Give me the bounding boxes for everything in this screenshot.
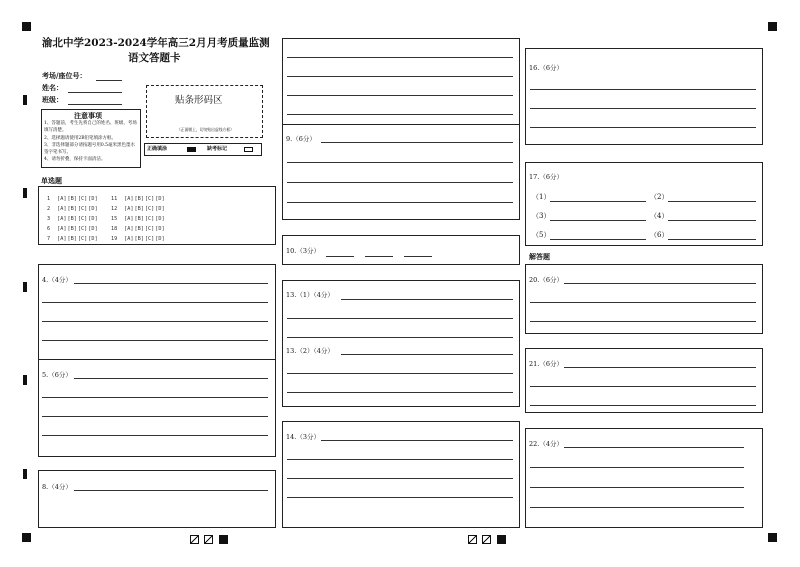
notice-title: 注意事项 (74, 111, 102, 120)
answer-box-q10 (282, 235, 520, 265)
option-c[interactable]: [C] (77, 236, 88, 243)
timing-mark (23, 469, 27, 479)
answer-box-q17 (525, 162, 763, 246)
option-d[interactable]: [D] (88, 196, 98, 202)
option-b[interactable]: [B] (67, 216, 77, 223)
blank-1[interactable] (326, 256, 354, 257)
answer-line[interactable] (287, 478, 513, 479)
answer-box-q20 (525, 264, 763, 334)
essay-section-title: 解答题 (529, 252, 550, 261)
q17-part-label: （2） (650, 193, 669, 201)
notice-line: 4、请勿折叠，保持卡面清洁。 (44, 157, 106, 162)
q17-blank-5[interactable] (550, 239, 646, 240)
q17-blank-3[interactable] (550, 220, 646, 221)
answer-line[interactable] (287, 497, 513, 498)
page-check-mark (482, 535, 491, 544)
q17-blank-6[interactable] (668, 239, 756, 240)
answer-line[interactable] (287, 76, 513, 77)
class-label: 班级： (42, 95, 63, 104)
corner-mark-top-left (22, 22, 31, 31)
question-label-q21: 21.（6分） (529, 360, 563, 368)
q17-blank-1[interactable] (550, 201, 646, 202)
blank-3[interactable] (404, 256, 432, 257)
answer-line[interactable] (287, 114, 513, 115)
option-a[interactable]: [A] (124, 196, 134, 202)
answer-line[interactable] (287, 459, 513, 460)
q17-part-label: （6） (650, 231, 669, 239)
answer-line[interactable] (42, 397, 268, 398)
option-a[interactable]: [A] (124, 216, 134, 223)
mc-number: 2 (47, 206, 51, 213)
mc-box (38, 186, 276, 245)
section-divider (283, 124, 519, 125)
mc-row[interactable] (47, 234, 99, 244)
mc-number: 3 (47, 216, 51, 223)
name-label: 姓名： (42, 83, 63, 92)
question-label-q22: 22.（4分） (529, 440, 563, 448)
option-b[interactable]: [B] (67, 206, 77, 213)
page-check-mark (204, 535, 213, 544)
mc-section-title: 单选题 (41, 176, 62, 185)
exam-seat-field[interactable] (96, 80, 122, 81)
mc-row[interactable] (47, 214, 99, 224)
timing-mark (23, 282, 27, 292)
exam-seat-label: 考场/座位号： (42, 71, 87, 80)
option-b[interactable]: [B] (134, 196, 144, 202)
option-c[interactable]: [C] (144, 196, 155, 202)
page-check-mark (468, 535, 477, 544)
answer-line[interactable] (530, 302, 756, 303)
option-c[interactable]: [C] (77, 226, 88, 233)
answer-box-q8 (38, 470, 276, 528)
option-b[interactable]: [B] (134, 226, 144, 233)
option-d[interactable]: [D] (88, 206, 98, 213)
option-c[interactable]: [C] (144, 236, 155, 243)
answer-line[interactable] (287, 57, 513, 58)
answer-line[interactable] (530, 487, 744, 488)
option-b[interactable]: [B] (67, 196, 77, 202)
answer-line[interactable] (42, 435, 268, 436)
question-label-q16: 16.（6分） (529, 64, 563, 72)
mc-row[interactable] (47, 224, 99, 234)
answer-line[interactable] (530, 405, 756, 406)
q17-part-label: （1） (532, 193, 551, 201)
mc-row[interactable] (111, 204, 166, 214)
name-field[interactable] (68, 92, 122, 93)
answer-box-q16 (525, 48, 763, 145)
answer-line[interactable] (530, 108, 756, 109)
absent-mark-label: 缺考标记 (207, 146, 228, 152)
answer-line[interactable] (321, 142, 513, 143)
mc-row[interactable] (111, 194, 166, 204)
page-title: 渝北中学2023-2024学年高三2月月考质量监测 (42, 37, 270, 49)
mc-number: 19 (111, 236, 118, 243)
page-check-mark (190, 535, 199, 544)
barcode-title: 贴条形码区 (175, 95, 223, 106)
question-label-q10: 10.（3分） (286, 247, 320, 255)
q17-blank-4[interactable] (668, 220, 756, 221)
mc-number: 15 (111, 216, 118, 223)
corner-mark-bottom-left (22, 533, 31, 542)
answer-box-q21 (525, 348, 763, 413)
answer-line[interactable] (74, 283, 268, 284)
blank-2[interactable] (365, 256, 393, 257)
answer-line[interactable] (287, 337, 513, 338)
answer-line[interactable] (42, 302, 268, 303)
option-c[interactable]: [C] (144, 216, 155, 223)
option-d[interactable]: [D] (88, 226, 98, 233)
answer-line[interactable] (530, 321, 756, 322)
q17-blank-2[interactable] (668, 201, 756, 202)
mc-number: 7 (47, 236, 51, 243)
option-b[interactable]: [B] (134, 216, 144, 223)
corner-mark-bottom-right (768, 533, 777, 542)
option-c[interactable]: [C] (144, 226, 155, 233)
class-field[interactable] (68, 104, 122, 105)
fill-example-box (144, 143, 262, 156)
option-d[interactable]: [D] (155, 216, 165, 223)
mc-number: 18 (111, 226, 118, 233)
correct-fill-label: 正确填涂 (147, 146, 168, 152)
answer-box-q9 (282, 38, 520, 220)
notice-line: 2、选择题请使用2B铅笔填涂方框。 (44, 136, 117, 141)
mc-row[interactable] (47, 204, 99, 214)
question-label-q13-1: 13.（1）（4分） (286, 291, 334, 299)
answer-box-q5 (38, 359, 276, 457)
answer-line[interactable] (564, 367, 756, 368)
answer-line[interactable] (42, 340, 268, 341)
mc-column-2 (111, 194, 166, 244)
option-c[interactable]: [C] (144, 206, 155, 213)
timing-mark (23, 95, 27, 105)
answer-line[interactable] (287, 392, 513, 393)
option-a[interactable]: [A] (57, 216, 67, 223)
option-a[interactable]: [A] (124, 226, 134, 233)
answer-line[interactable] (530, 467, 744, 468)
option-b[interactable]: [B] (67, 226, 77, 233)
answer-line[interactable] (287, 318, 513, 319)
option-d[interactable]: [D] (88, 236, 98, 243)
question-label-q9: 9.（6分） (286, 135, 316, 143)
option-a[interactable]: [A] (57, 226, 67, 233)
answer-line[interactable] (287, 95, 513, 96)
answer-line[interactable] (287, 202, 513, 203)
barcode-area (146, 85, 263, 138)
option-b[interactable]: [B] (134, 236, 144, 243)
corner-mark-top-right (768, 22, 777, 31)
answer-line[interactable] (341, 299, 513, 300)
mc-row[interactable] (47, 194, 99, 204)
option-a[interactable]: [A] (57, 196, 67, 202)
option-c[interactable]: [C] (77, 206, 88, 213)
mc-row[interactable] (111, 234, 166, 244)
correct-fill-sample (187, 147, 196, 152)
page-subtitle: 语文答题卡 (128, 52, 181, 64)
answer-line[interactable] (530, 507, 744, 508)
question-label-q4: 4.（4分） (42, 276, 72, 284)
q17-part-label: （4） (650, 212, 669, 220)
timing-mark (23, 188, 27, 198)
answer-line[interactable] (530, 89, 756, 90)
page-mark (497, 535, 506, 544)
absent-mark-box[interactable] (244, 147, 253, 152)
answer-line[interactable] (287, 373, 513, 374)
option-b[interactable]: [B] (67, 236, 77, 243)
question-label-q17: 17.（6分） (529, 173, 563, 181)
answer-line[interactable] (74, 378, 268, 379)
answer-line[interactable] (564, 283, 756, 284)
q17-part-label: （5） (532, 231, 551, 239)
answer-line[interactable] (287, 162, 513, 163)
option-d[interactable]: [D] (88, 216, 98, 223)
answer-box-q22 (525, 428, 763, 528)
option-a[interactable]: [A] (124, 236, 134, 243)
answer-box-q14 (282, 421, 520, 528)
option-a[interactable]: [A] (124, 206, 134, 213)
mc-column-1 (47, 194, 99, 244)
option-d[interactable]: [D] (155, 196, 165, 202)
q17-part-label: （3） (532, 212, 551, 220)
question-label-q5: 5.（6分） (42, 371, 72, 379)
option-b[interactable]: [B] (134, 206, 144, 213)
answer-line[interactable] (530, 127, 756, 128)
answer-line[interactable] (74, 490, 268, 491)
page-mark (219, 535, 228, 544)
notice-line: 1、答题前，考生先将自己的姓名、班级、考场填写清楚。 (44, 121, 137, 133)
option-c[interactable]: [C] (77, 216, 88, 223)
answer-line[interactable] (42, 416, 268, 417)
mc-number: 12 (111, 206, 118, 213)
answer-line[interactable] (530, 386, 756, 387)
notice-line: 3、非选择题部分请按题号用0.5毫米黑色墨水签字笔书写。 (44, 143, 136, 155)
option-c[interactable]: [C] (77, 196, 88, 202)
answer-box-q4 (38, 264, 276, 360)
option-a[interactable]: [A] (57, 236, 67, 243)
answer-line[interactable] (564, 447, 744, 448)
option-d[interactable]: [D] (155, 226, 165, 233)
answer-line[interactable] (42, 321, 268, 322)
question-label-q8: 8.（4分） (42, 483, 72, 491)
mc-number: 11 (111, 196, 118, 202)
question-label-q14: 14.（3分） (286, 433, 320, 441)
mc-row[interactable] (111, 214, 166, 224)
question-label-q20: 20.（6分） (529, 276, 563, 284)
mc-number: 6 (47, 226, 51, 233)
notice-box (41, 109, 141, 168)
question-label-q13-2: 13.（2）（4分） (286, 347, 334, 355)
option-d[interactable]: [D] (155, 236, 165, 243)
answer-line[interactable] (287, 182, 513, 183)
mc-number: 1 (47, 196, 51, 202)
option-d[interactable]: [D] (155, 206, 165, 213)
barcode-note: （正面朝上，切勿贴出虚线方框） (177, 127, 234, 132)
mc-row[interactable] (111, 224, 166, 234)
answer-line[interactable] (341, 354, 513, 355)
answer-line[interactable] (321, 440, 513, 441)
answer-box-q13 (282, 280, 520, 407)
timing-mark (23, 375, 27, 385)
option-a[interactable]: [A] (57, 206, 67, 213)
